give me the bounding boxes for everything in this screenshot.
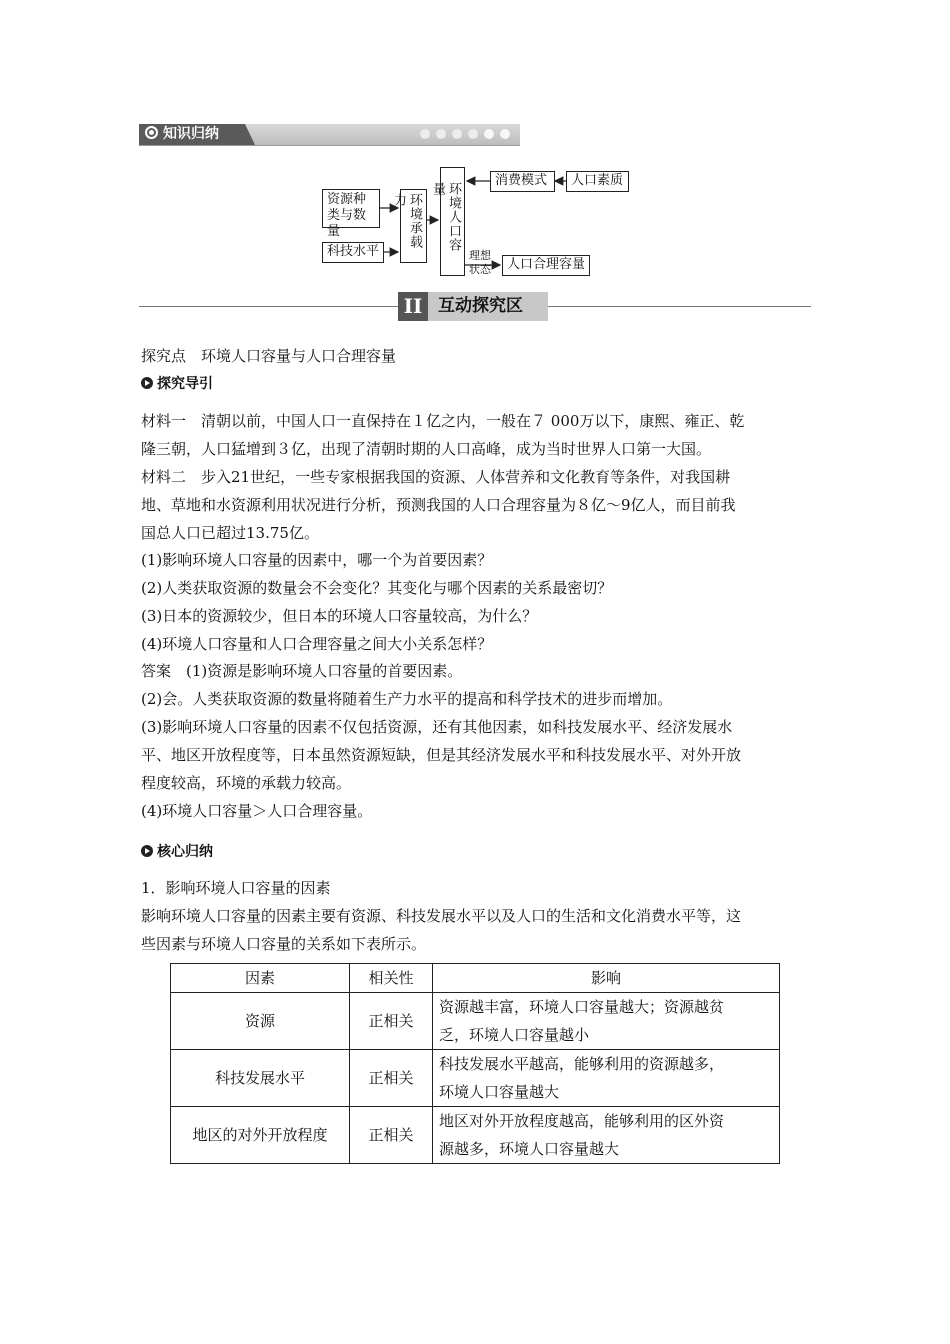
env-capacity-box: 环境人口容量 (440, 167, 465, 276)
effect-line: 源越多，环境人口容量越大 (439, 1140, 620, 1158)
section-title: 互动探究区 (438, 296, 523, 316)
table-header-row (171, 964, 780, 993)
core-heading (141, 838, 813, 866)
tech-box: 科技水平 (322, 242, 384, 263)
effect-cell (433, 1050, 780, 1107)
inquiry-point-title: 探究点 环境人口容量与人口合理容量 (141, 347, 397, 365)
text-line: 隆三朝，人口猛增到３亿，出现了清朝时期的人口高峰，成为当时世界人口第一大国。 (141, 440, 712, 458)
text-line: 影响环境人口容量的因素主要有资源、科技发展水平以及人口的生活和文化消费水平等，这 (141, 907, 742, 925)
factors-table (170, 963, 780, 1164)
capacity-load-box: 环境承载力 (400, 189, 427, 263)
factor-cell: 资源 (171, 993, 350, 1050)
effect-line: 资源越丰富，环境人口容量越大；资源越贫 (439, 998, 725, 1016)
table-row (171, 1050, 780, 1107)
play-icon (141, 845, 153, 857)
header-cell: 相关性 (350, 964, 433, 993)
effect-cell (433, 993, 780, 1050)
effect-line: 环境人口容量越大 (439, 1083, 560, 1101)
table-row (171, 1107, 780, 1164)
relation-cell: 正相关 (350, 1050, 433, 1107)
header-cell: 影响 (433, 964, 780, 993)
questions (141, 546, 813, 658)
text-line: 材料二 步入21世纪，一些专家根据我国的资源、人体营养和文化教育等条件，对我国耕 (141, 468, 731, 486)
factor-cell: 科技发展水平 (171, 1050, 350, 1107)
text-line: 材料一 清朝以前，中国人口一直保持在１亿之内，一般在７ 000万以下，康熙、雍正、乾 (141, 412, 745, 430)
factor-cell: 地区的对外开放程度 (171, 1107, 350, 1164)
effect-line: 科技发展水平越高，能够利用的资源越多， (439, 1055, 725, 1073)
resource-box: 资源种类与数量 (322, 189, 380, 228)
core-item1-title: 1．影响环境人口容量的因素 (141, 879, 331, 897)
answer-line: 程度较高，环境的承载力较高。 (141, 774, 352, 792)
core-heading-text: 核心归纳 (157, 844, 213, 860)
material2 (141, 463, 813, 547)
question-item: (1)影响环境人口容量的因素中，哪一个为首要因素？ (141, 551, 493, 569)
section2-banner (398, 292, 548, 321)
relation-cell: 正相关 (350, 993, 433, 1050)
play-icon (141, 377, 153, 389)
text-line: 些因素与环境人口容量的关系如下表所示。 (141, 935, 427, 953)
answer-line: 平、地区开放程度等，日本虽然资源短缺，但是其经济发展水平和科技发展水平、对外开放 (141, 746, 742, 764)
banner-title: 知识归纳 (163, 126, 219, 142)
answer-line: (2)会。人类获取资源的数量将随着生产力水平的提高和科学技术的进步而增加。 (141, 690, 673, 708)
effect-cell (433, 1107, 780, 1164)
guide-heading (141, 370, 813, 398)
question-item: (3)日本的资源较少，但日本的环境人口容量较高，为什么？ (141, 607, 538, 625)
ideal-state-label: 理想状态 (469, 249, 491, 276)
material1 (141, 407, 813, 463)
quality-box: 人口素质 (566, 171, 629, 192)
answer-line: (4)环境人口容量＞人口合理容量。 (141, 802, 373, 820)
text-line: 国总人口已超过13.75亿。 (141, 524, 319, 542)
answer-line: 答案 (1)资源是影响环境人口容量的首要因素。 (141, 662, 463, 680)
table-row (171, 993, 780, 1050)
relation-cell: 正相关 (350, 1107, 433, 1164)
question-item: (4)环境人口容量和人口合理容量之间大小关系怎样？ (141, 635, 493, 653)
answers (141, 657, 813, 825)
answer-line: (3)影响环境人口容量的因素不仅包括资源，还有其他因素，如科技发展水平、经济发展水 (141, 718, 733, 736)
question-item: (2)人类获取资源的数量会不会变化？其变化与哪个因素的关系最密切？ (141, 579, 613, 597)
core-item1-text (141, 902, 813, 958)
guide-heading-text: 探究导引 (157, 376, 213, 392)
effect-line: 乏，环境人口容量越小 (439, 1026, 590, 1044)
text-line: 地、草地和水资源利用状况进行分析，预测我国的人口合理容量为８亿～9亿人，而目前我 (141, 496, 736, 514)
effect-line: 地区对外开放程度越高，能够利用的区外资 (439, 1112, 725, 1130)
section-number: II (398, 292, 428, 321)
consumption-box: 消费模式 (490, 171, 555, 192)
header-cell: 因素 (171, 964, 350, 993)
reasonable-capacity-box: 人口合理容量 (502, 255, 590, 276)
